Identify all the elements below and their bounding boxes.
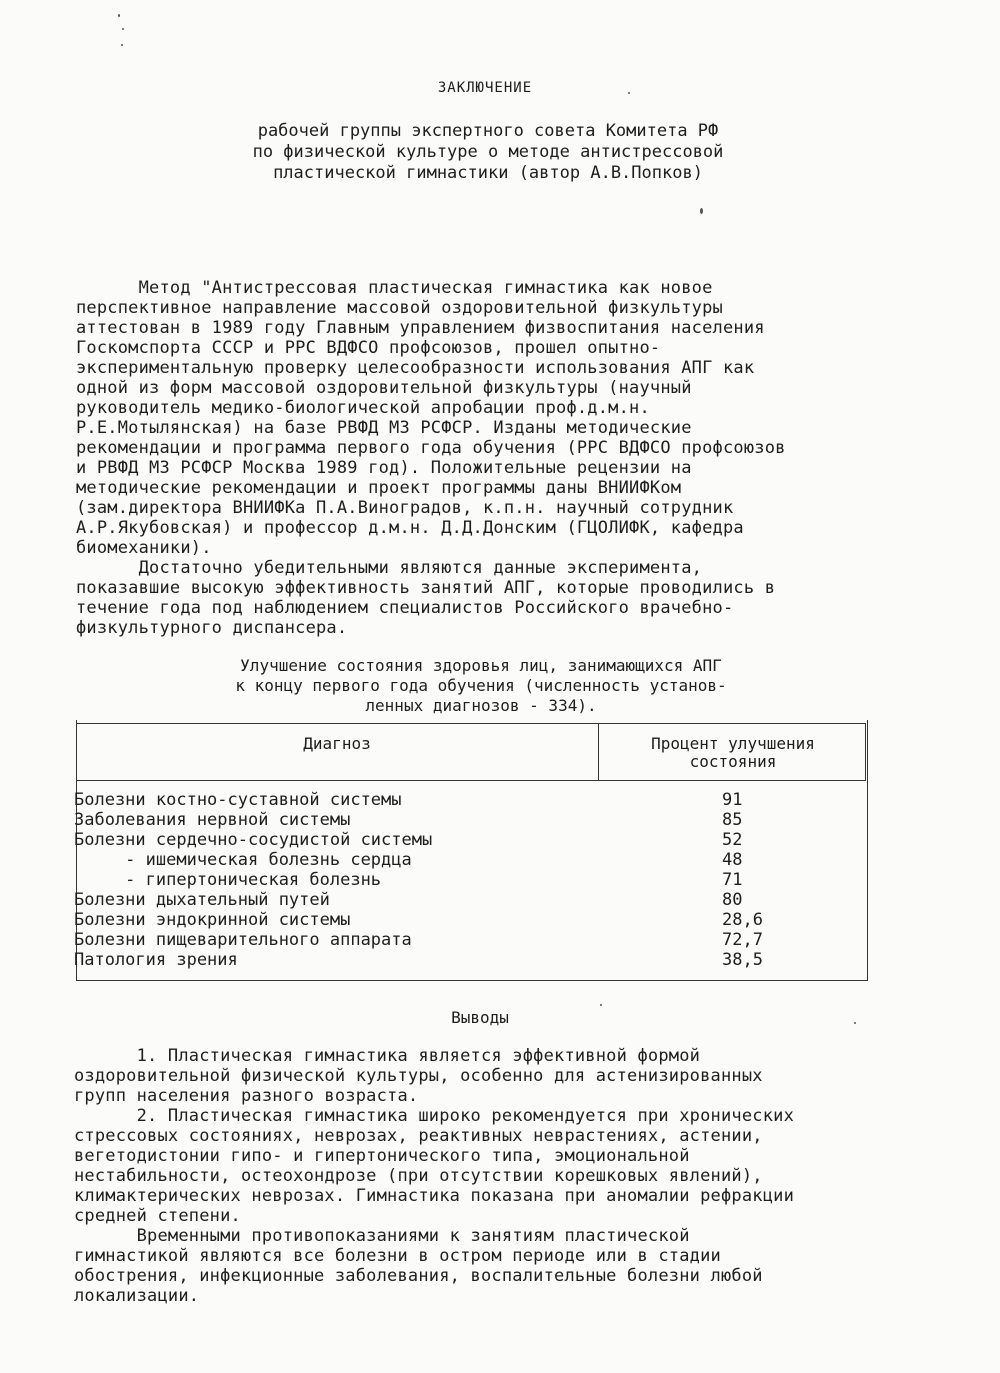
subtitle-line: пластической гимнастики (автор А.В.Попков) bbox=[273, 163, 703, 183]
conclusion-line: стрессовых состояниях, неврозах, реактивных неврастениях, астении, bbox=[74, 1126, 763, 1146]
body-line: экспериментальную проверку целесообразности использования АПГ как bbox=[76, 358, 755, 378]
table-row bbox=[74, 850, 874, 870]
conclusion-line: оздоровительной физической культуры, особенно для астенизированных bbox=[74, 1066, 763, 1086]
conclusions-title: Выводы bbox=[451, 1008, 509, 1027]
row-value: 72,7 bbox=[722, 930, 763, 950]
table-row bbox=[74, 830, 874, 850]
row-value: 48 bbox=[722, 850, 743, 870]
body-line: рекомендации и программа первого года обучения (РРС ВДФСО профсоюзов bbox=[76, 438, 786, 458]
conclusion-line: 2. Пластическая гимнастика широко рекомендуется при хронических bbox=[74, 1106, 795, 1126]
scan-speck bbox=[700, 208, 703, 214]
body-line: перспективное направление массовой оздоровительной физкультуры bbox=[76, 298, 723, 318]
header-diagnosis: Диагноз bbox=[303, 734, 371, 753]
body-line: показавшие высокую эффективность занятий АПГ, которые проводились в bbox=[76, 578, 776, 598]
row-value: 85 bbox=[722, 810, 743, 830]
body-line: (зам.директора ВНИИФКа П.А.Виноградов, к.п.н. научный сотрудник bbox=[76, 498, 734, 518]
table-caption-line: ленных диагнозов - 334). bbox=[365, 696, 597, 715]
table-caption-line: к концу первого года обучения (численность установ- bbox=[235, 676, 727, 695]
document-title: ЗАКЛЮЧЕНИЕ bbox=[437, 80, 533, 96]
row-diagnosis: Заболевания нервной системы bbox=[74, 810, 351, 830]
table-caption-line: Улучшение состояния здоровья лиц, занимающихся АПГ bbox=[240, 656, 722, 675]
body-line: биомеханики). bbox=[76, 538, 212, 558]
row-value: 28,6 bbox=[722, 910, 763, 930]
conclusion-line: 1. Пластическая гимнастика является эффективной формой bbox=[74, 1046, 701, 1066]
row-diagnosis: Болезни эндокринной системы bbox=[74, 910, 351, 930]
row-value: 80 bbox=[722, 890, 743, 910]
table-row bbox=[74, 790, 874, 810]
scan-speck bbox=[118, 14, 120, 17]
row-value: 52 bbox=[722, 830, 743, 850]
row-diagnosis: - ишемическая болезнь сердца bbox=[74, 850, 412, 870]
row-diagnosis: - гипертоническая болезнь bbox=[74, 870, 382, 890]
table-row bbox=[74, 910, 874, 930]
conclusion-line: Временными противопоказаниями к занятиям пластической bbox=[74, 1226, 690, 1246]
body-line: аттестован в 1989 году Главным управлением физвоспитания населения bbox=[76, 318, 765, 338]
scan-speck bbox=[600, 1004, 602, 1006]
body-line: течение года под наблюдением специалистов Российского врачебно- bbox=[76, 598, 734, 618]
table-header-divider bbox=[598, 723, 599, 781]
conclusion-line: нестабильности, остеохондрозе (при отсутствии корешковых явлений), bbox=[74, 1166, 763, 1186]
subtitle-line: по физической культуре о методе антистрессовой bbox=[252, 142, 724, 162]
row-diagnosis: Патология зрения bbox=[74, 950, 238, 970]
scan-speck bbox=[122, 28, 124, 30]
body-line: руководитель медико-биологической апробации проф.д.м.н. bbox=[76, 398, 650, 418]
conclusion-line: климактерических неврозах. Гимнастика показана при аномалии рефракции bbox=[74, 1186, 795, 1206]
conclusion-line: средней степени. bbox=[74, 1206, 241, 1226]
body-line: и РВФД МЗ РСФСР Москва 1989 год). Положительные рецензии на bbox=[76, 458, 692, 478]
body-line: одной из форм массовой оздоровительной физкультуры (научный bbox=[76, 378, 692, 398]
header-percent: Процент улучшения bbox=[651, 734, 815, 753]
body-line: Метод "Антистрессовая пластическая гимнастика как новое bbox=[76, 278, 713, 298]
conclusion-line: гимнастикой являются все болезни в остром периоде или в стадии bbox=[74, 1246, 721, 1266]
body-line: физкультурного диспансера. bbox=[76, 618, 348, 638]
row-diagnosis: Болезни костно-суставной системы bbox=[74, 790, 402, 810]
body-line: методические рекомендации и проект программы даны ВНИИФКом bbox=[76, 478, 682, 498]
table-row bbox=[74, 890, 874, 910]
row-value: 71 bbox=[722, 870, 743, 890]
body-line: А.Р.Якубовская) и профессор д.м.н. Д.Д.Донским (ГЦОЛИФК, кафедра bbox=[76, 518, 744, 538]
row-value: 38,5 bbox=[722, 950, 763, 970]
row-diagnosis: Болезни пищеварительного аппарата bbox=[74, 930, 412, 950]
table-bottom-rule bbox=[76, 980, 868, 981]
table-row bbox=[74, 870, 874, 890]
table-row bbox=[74, 810, 874, 830]
conclusion-line: вегетодистонии гипо- и гипертонического типа, эмоциональной bbox=[74, 1146, 690, 1166]
conclusion-line: локализации. bbox=[74, 1286, 200, 1306]
body-line: Госкомспорта СССР и РРС ВДФСО профсоюзов, прошел опытно- bbox=[76, 338, 661, 358]
row-value: 91 bbox=[722, 790, 743, 810]
row-diagnosis: Болезни дыхательный путей bbox=[74, 890, 330, 910]
header-percent: состояния bbox=[689, 752, 777, 771]
scan-speck bbox=[121, 44, 123, 46]
conclusion-line: обострения, инфекционные заболевания, воспалительные болезни любой bbox=[74, 1266, 763, 1286]
row-diagnosis: Болезни сердечно-сосудистой системы bbox=[74, 830, 433, 850]
body-line: Достаточно убедительными являются данные эксперимента, bbox=[76, 558, 703, 578]
scan-speck bbox=[628, 92, 630, 94]
table-row bbox=[74, 930, 874, 950]
scan-speck bbox=[854, 1022, 856, 1024]
subtitle-line: рабочей группы экспертного совета Комитета РФ bbox=[257, 121, 719, 141]
table-row bbox=[74, 950, 874, 970]
body-line: Р.Е.Мотылянская) на базе РВФД МЗ РСФСР. Изданы методические bbox=[76, 418, 692, 438]
conclusion-line: групп населения разного возраста. bbox=[74, 1086, 419, 1106]
